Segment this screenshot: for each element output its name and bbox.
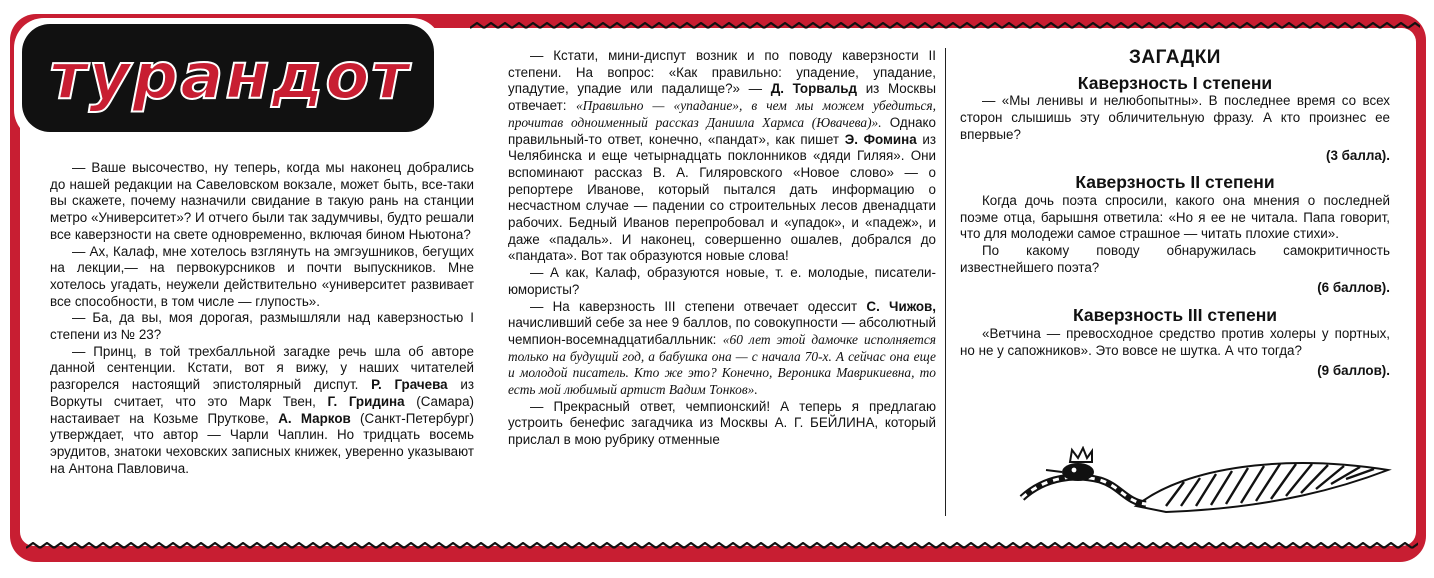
riddle-text: — «Мы ленивы и нелюбопытны». В последнее время со всех сторон слышишь эту обличительную фразу. А кто произнес ее впервые?: [960, 93, 1390, 142]
text: — Кстати, мини-диспут возник и по поводу каверзности II степени. На вопрос: «Как правильно: упадение, упадание, упадутие, упадие или падалище?» —: [508, 48, 936, 97]
reader-quote: «Правильно — «упадание», в чем мы можем убедиться, прочитав одноименный рассказ Даниила Хармса (Ювачева)».: [508, 98, 936, 130]
text: — На каверзность III степени отвечает одессит: [530, 298, 858, 314]
riddle-points: (3 балла).: [1326, 147, 1390, 163]
reader-name: Д. Торвальд: [770, 81, 858, 97]
reader-name: Э. Фомина: [844, 131, 917, 147]
riddles-title: ЗАГАДКИ: [1129, 47, 1221, 68]
column-divider: [945, 48, 946, 516]
zigzag-border-icon: [26, 542, 1418, 550]
text: — Принц, в той трехбалльной загадке речь шла об авторе данной сентенции. Кстати, вот я вижу, у наших читателей разгорелся настоящий эпистолярный диспут.: [50, 343, 474, 393]
text: из Челябинска и еще четырнадцать поклонников «дяди Гиляя». Они вспоминают рассказ В. А. Гиляровского «Новое слово» — о репортере Иванове, который пытался дать информацию о несчастном случае — падении со строительных лесов двенадцати рабочих. Бедный Иванов перепробовал и «упадок», и «падеж», и даже «падаль». И наконец, совершенно ошалев, добрался до «пандата». Вот так образуются новые слова!: [508, 131, 936, 264]
logo-text: [40, 40, 420, 116]
reader-name: Р. Грачева: [371, 377, 448, 393]
paragraph: [50, 344, 474, 478]
reader-name: Г. Гридина: [327, 393, 405, 409]
text: (Санкт-Петербург) утверждает, что автор — Чарли Чаплин. Но тридцать восемь эрудитов, знатоки чеховских записных книжек, уверенно указывают на Антона Павловича.: [50, 410, 474, 476]
riddles-column: [960, 48, 1390, 390]
text: (Самара) настаивает на Козьме Пруткове,: [50, 393, 474, 426]
riddle-points: (6 баллов).: [1317, 280, 1390, 296]
article-column-1: [50, 160, 474, 477]
paragraph: — Прекрасный ответ, чемпионский! А теперь я предлагаю устроить бенефис загадчика из Москвы А. Г. БЕЙЛИНА, который прислал в мою рубрику отменные: [508, 398, 936, 448]
paragraph: — Ба, да вы, моя дорогая, размышляли над каверзностью I степени из № 23?: [50, 310, 474, 343]
article-column-2: [508, 48, 936, 449]
reader-name: А. Марков: [278, 410, 351, 426]
text: из Москвы отвечает:: [508, 81, 936, 114]
svg-text:турандот: турандот: [49, 40, 411, 114]
text: начисливший себе за нее 9 баллов, по совокупности — абсолютный чемпион-восемнадцатибалльник:: [508, 315, 936, 347]
riddle-text: «Ветчина — превосходное средство против холеры у портных, но не у сапожников». Это вовсе не шутка. А что тогда?: [960, 325, 1390, 358]
text: Однако правильный-то ответ, конечно, «пандат», как пишет: [508, 114, 936, 147]
riddle-heading: Каверзность I степени: [1077, 72, 1273, 93]
reader-name: С. Чижов,: [866, 298, 936, 314]
paragraph: — Ах, Калаф, мне хотелось взглянуть на эмгэушников, бегущих на лекции,— на первокурсников и почти выпускников. Мне хотелось угадать, неужели действительно «университет развивает все способности, в том числе — глупость».: [50, 243, 474, 309]
zigzag-border-icon: [470, 22, 1420, 30]
logo: [14, 18, 442, 140]
reader-quote: «60 лет этой дамочке исполняется только на будущий год, а бабушка она — с начала 70-х. А сейчас она еще и молодой писатель. Кто же это? Конечно, Вероника Маврикиевна, то есть мой любимый артист Вадим Тонков».: [508, 331, 936, 398]
riddle-heading: Каверзность III степени: [1072, 305, 1278, 326]
text: из Воркуты считает, что это Марк Твен,: [50, 377, 474, 409]
riddle-text: По какому поводу обнаружилась самокритичность известнейшего поэта?: [960, 243, 1390, 275]
riddle-points: (9 баллов).: [1317, 363, 1390, 379]
crowned-snake-feather-icon: [1016, 446, 1394, 522]
paragraph: — Ваше высочество, ну теперь, когда мы наконец добрались до нашей редакции на Савеловском вокзале, может быть, все-таки вы скажете, почему назначили свидание в такую рань на станции метро «Университет»? И отчего были так задумчивы, будто решали все каверзности на свете одновременно, включая бином Ньютона?: [50, 160, 474, 242]
paragraph: [508, 48, 936, 265]
paragraph: — А как, Калаф, образуются новые, т. е. молодые, писатели-юмористы?: [508, 265, 936, 297]
paragraph: [508, 299, 936, 399]
riddle-heading: Каверзность II степени: [1075, 172, 1275, 193]
riddle-text: Когда дочь поэта спросили, какого она мнения о последней поэме отца, барышня ответила: «Но я ее не читала. Папа говорит, что для молодежи самое страшное — читать плохие стихи».: [960, 192, 1390, 242]
